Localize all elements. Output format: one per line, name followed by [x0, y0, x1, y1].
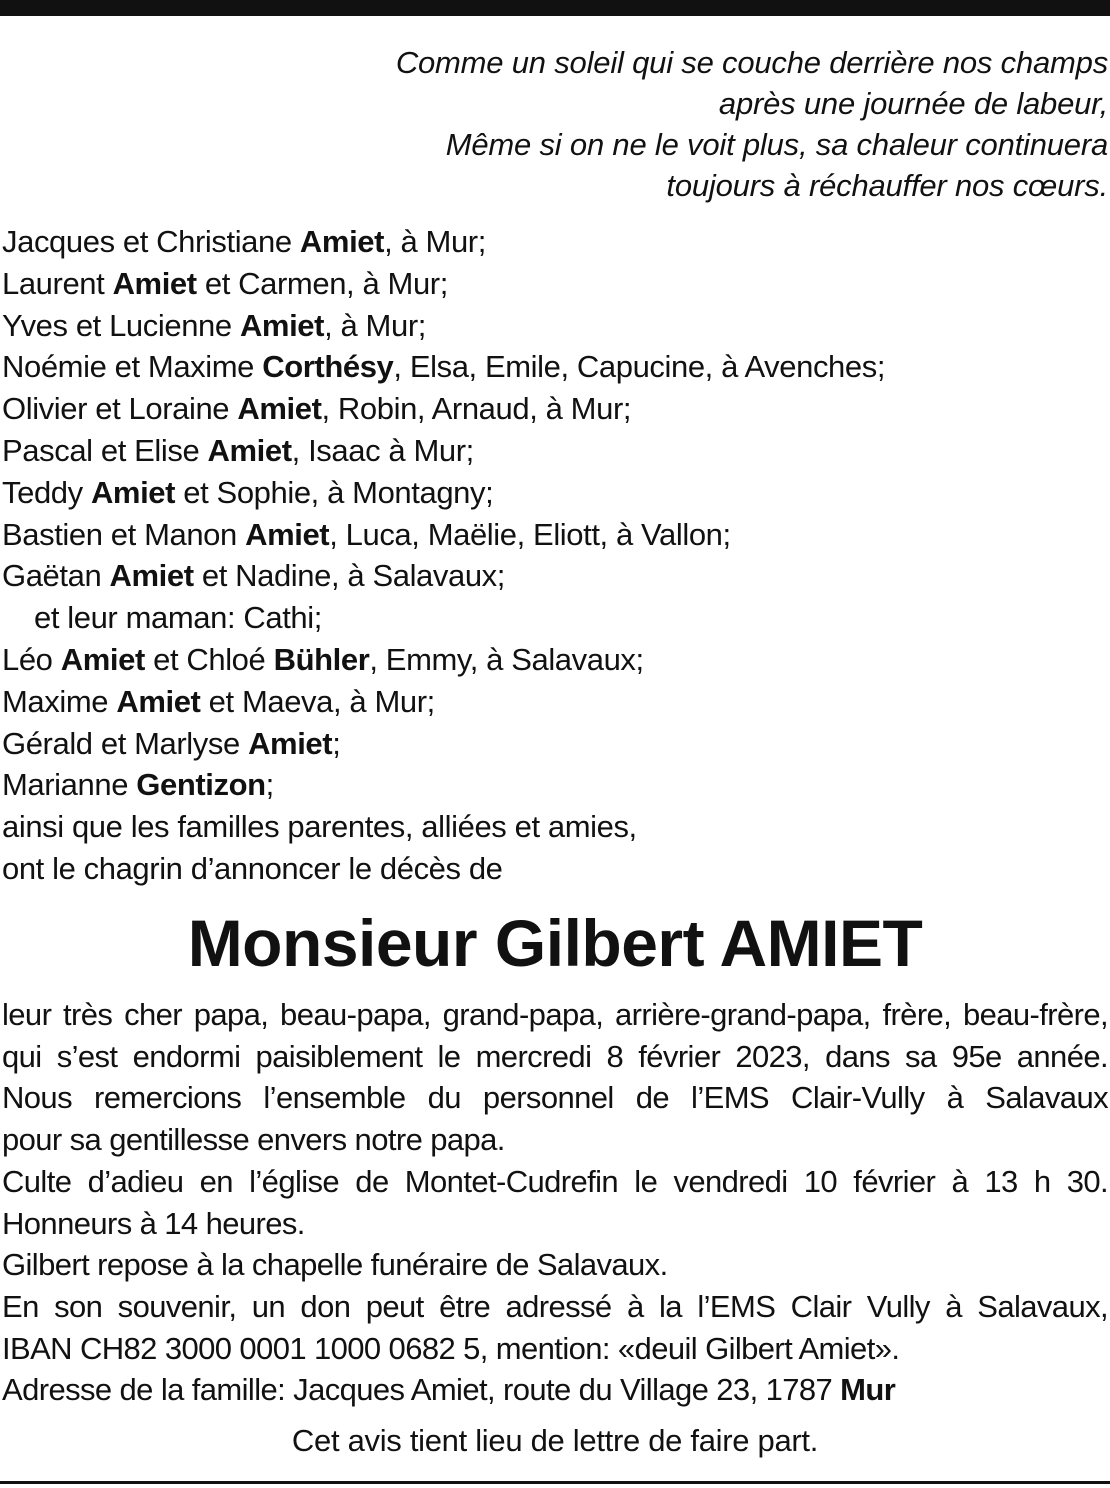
family-line: Jacques et Christiane Amiet, à Mur;	[2, 224, 486, 259]
family-line: Noémie et Maxime Corthésy, Elsa, Emile, Capucine, à Avenches;	[2, 349, 886, 385]
family-line: Gérald et Marlyse Amiet;	[2, 725, 341, 761]
body-line: Honneurs à 14 heures.	[2, 1205, 305, 1241]
family-line: Olivier et Loraine Amiet, Robin, Arnaud, à Mur;	[2, 391, 632, 427]
body-line: Culte d’adieu en l’église de Montet-Cudrefin le vendredi 10 février à 13 h 30.	[2, 1163, 1108, 1199]
family-line: Léo Amiet et Chloé Bühler, Emmy, à Salavaux;	[2, 641, 644, 677]
family-list	[2, 221, 885, 890]
epigraph-poem	[396, 42, 1108, 206]
deceased-name-heading: Monsieur Gilbert AMIET	[187, 906, 923, 980]
body-line: qui s’est endormi paisiblement le mercredi 8 février 2023, dans sa 95e année.	[2, 1038, 1108, 1074]
family-address: Adresse de la famille: Jacques Amiet, route du Village 23, 1787 Mur	[2, 1372, 896, 1408]
body-line: leur très cher papa, beau-papa, grand-papa, arrière-grand-papa, frère, beau-frère,	[2, 997, 1108, 1032]
body-line: pour sa gentillesse envers notre papa.	[2, 1122, 505, 1158]
family-line: Pascal et Elise Amiet, Isaac à Mur;	[2, 432, 474, 468]
family-line: ont le chagrin d’annoncer le décès de	[2, 850, 503, 886]
family-line: et leur maman: Cathi;	[34, 600, 322, 636]
family-line: Bastien et Manon Amiet, Luca, Maëlie, Eliott, à Vallon;	[2, 516, 731, 552]
family-line: Maxime Amiet et Maeva, à Mur;	[2, 683, 435, 719]
body-line: Nous remercions l’ensemble du personnel de l’EMS Clair-Vully à Salavaux	[2, 1080, 1108, 1116]
body-line: Gilbert repose à la chapelle funéraire de Salavaux.	[2, 1247, 668, 1283]
family-line: Marianne Gentizon;	[2, 767, 274, 803]
poem-line: Même si on ne le voit plus, sa chaleur continuera	[445, 127, 1108, 162]
body-line: En son souvenir, un don peut être adressé à la l’EMS Clair Vully à Salavaux,	[2, 1288, 1108, 1324]
poem-line: toujours à réchauffer nos cœurs.	[666, 168, 1108, 203]
poem-line: après une journée de labeur,	[718, 86, 1108, 121]
bottom-border-rule	[0, 1481, 1110, 1484]
family-line: Teddy Amiet et Sophie, à Montagny;	[2, 474, 494, 510]
announcement-body	[2, 994, 1108, 1411]
body-line: IBAN CH82 3000 0001 1000 0682 5, mention: «deuil Gilbert Amiet».	[2, 1330, 900, 1366]
closing-note: Cet avis tient lieu de lettre de faire part.	[291, 1423, 819, 1458]
family-line: ainsi que les familles parentes, alliées et amies,	[2, 809, 637, 845]
family-line: Laurent Amiet et Carmen, à Mur;	[2, 265, 448, 301]
poem-line: Comme un soleil qui se couche derrière nos champs	[395, 45, 1108, 80]
top-border-rule	[0, 0, 1110, 16]
family-line: Gaëtan Amiet et Nadine, à Salavaux;	[2, 558, 505, 594]
family-line: Yves et Lucienne Amiet, à Mur;	[2, 307, 426, 343]
